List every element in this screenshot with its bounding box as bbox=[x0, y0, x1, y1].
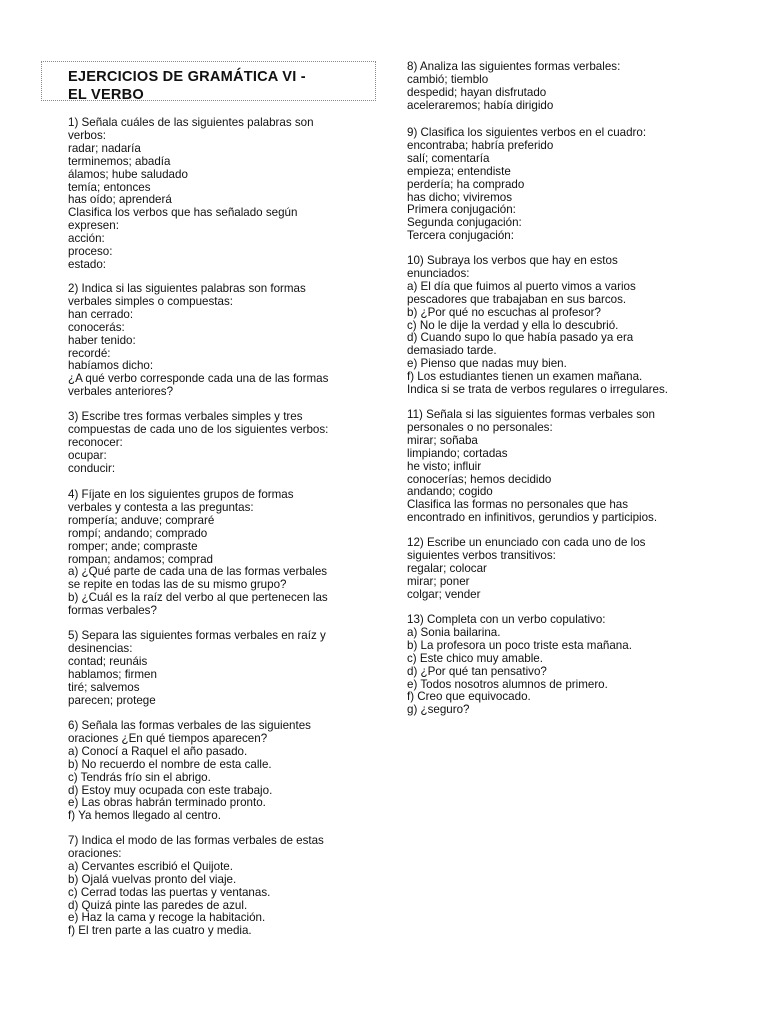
exercise-line: verbales y contesta a las preguntas: bbox=[68, 500, 254, 514]
exercise-heading: 7) Indica el modo de las formas verbales de estas bbox=[68, 834, 324, 847]
exercise-line: limpiando; cortadas bbox=[407, 446, 508, 460]
exercise-13 bbox=[407, 614, 707, 717]
exercise-line: estado: bbox=[68, 257, 107, 271]
exercise-line: temía; entonces bbox=[68, 180, 151, 194]
exercise-line: f) El tren parte a las cuatro y media. bbox=[68, 924, 252, 938]
exercise-line: cambió; tiemblo bbox=[407, 72, 489, 86]
exercise-line: rompan; andamos; comprad bbox=[68, 552, 213, 566]
exercise-line: d) Quizá pinte las paredes de azul. bbox=[68, 898, 248, 912]
exercise-line: e) Todos nosotros alumnos de primero. bbox=[407, 677, 608, 691]
exercise-line: ocupar: bbox=[68, 448, 107, 462]
exercise-line: c) Cerrad todas las puertas y ventanas. bbox=[68, 885, 271, 899]
exercise-line: tiré; salvemos bbox=[68, 680, 140, 694]
exercise-line: encontrado en infinitivos, gerundios y participios. bbox=[407, 511, 658, 525]
exercise-line: oraciones ¿En qué tiempos aparecen? bbox=[68, 731, 268, 745]
exercise-line: e) Las obras habrán terminado pronto. bbox=[68, 796, 266, 810]
exercise-line: verbales anteriores? bbox=[68, 385, 174, 399]
exercise-line: Clasifica los verbos que has señalado según bbox=[68, 206, 298, 220]
exercise-line: c) No le dije la verdad y ella lo descubrió. bbox=[407, 318, 619, 332]
exercise-line: d) ¿Por qué tan pensativo? bbox=[407, 664, 547, 678]
exercise-line: formas verbales? bbox=[68, 604, 157, 618]
exercise-line: c) Este chico muy amable. bbox=[407, 651, 543, 665]
exercise-line: c) Tendrás frío sin el abrigo. bbox=[68, 770, 211, 784]
exercise-line: e) Pienso que nadas muy bien. bbox=[407, 357, 567, 371]
exercise-line: desinencias: bbox=[68, 641, 133, 655]
exercise-line: habíamos dicho: bbox=[68, 359, 154, 373]
exercise-9 bbox=[407, 127, 707, 243]
exercise-line: demasiado tarde. bbox=[407, 344, 497, 358]
exercise-line: acción: bbox=[68, 232, 105, 246]
exercise-heading: 6) Señala las formas verbales de las siguientes bbox=[68, 719, 311, 732]
exercise-line: conocerás: bbox=[68, 320, 125, 334]
exercise-line: g) ¿seguro? bbox=[407, 703, 470, 717]
exercise-line: pescadores que trabajaban en sus barcos. bbox=[407, 292, 627, 306]
document-title-line-1: EJERCICIOS DE GRAMÁTICA VI - bbox=[68, 69, 306, 85]
exercise-line: haber tenido: bbox=[68, 333, 136, 347]
exercise-line: a) ¿Qué parte de cada una de las formas verbales bbox=[68, 565, 328, 579]
exercise-7 bbox=[68, 835, 368, 938]
exercise-line: f) Los estudiantes tienen un examen mañana. bbox=[407, 370, 643, 384]
exercise-heading: 2) Indica si las siguientes palabras son formas bbox=[68, 282, 306, 295]
exercise-line: perdería; ha comprado bbox=[407, 177, 525, 191]
exercise-line: mirar; soñaba bbox=[407, 433, 478, 447]
exercise-line: Primera conjugación: bbox=[407, 203, 516, 217]
exercise-line: contad; reunáis bbox=[68, 654, 148, 668]
exercise-line: terminemos; abadía bbox=[68, 154, 171, 168]
exercise-10 bbox=[407, 255, 707, 397]
exercise-heading: 9) Clasifica los siguientes verbos en el cuadro: bbox=[407, 126, 647, 139]
exercise-line: se repite en todas las de su mismo grupo? bbox=[68, 578, 287, 592]
exercise-line: colgar; vender bbox=[407, 587, 481, 601]
exercise-line: b) ¿Por qué no escuchas al profesor? bbox=[407, 305, 601, 319]
exercise-12 bbox=[407, 537, 707, 602]
exercise-line: a) Cervantes escribió el Quijote. bbox=[68, 859, 233, 873]
exercise-line: aceleraremos; había dirigido bbox=[407, 98, 554, 112]
exercise-line: expresen: bbox=[68, 219, 119, 233]
exercise-line: f) Creo que equivocado. bbox=[407, 690, 531, 704]
exercise-line: ¿A qué verbo corresponde cada una de las formas bbox=[68, 372, 329, 386]
exercise-line: mirar; poner bbox=[407, 574, 470, 588]
exercise-2 bbox=[68, 283, 368, 399]
exercise-6 bbox=[68, 720, 368, 823]
exercise-line: parecen; protege bbox=[68, 693, 156, 707]
exercise-line: f) Ya hemos llegado al centro. bbox=[68, 809, 221, 823]
exercise-line: radar; nadaría bbox=[68, 141, 141, 155]
exercise-line: enunciados: bbox=[407, 266, 470, 280]
exercise-heading: 1) Señala cuáles de las siguientes palabras son bbox=[68, 116, 314, 129]
exercise-line: a) Conocí a Raquel el año pasado. bbox=[68, 744, 248, 758]
exercise-line: b) No recuerdo el nombre de esta calle. bbox=[68, 757, 272, 771]
exercise-line: reconocer: bbox=[68, 435, 123, 449]
exercise-11 bbox=[407, 409, 707, 525]
exercise-4 bbox=[68, 489, 368, 618]
exercise-line: han cerrado: bbox=[68, 307, 134, 321]
exercise-line: recordé: bbox=[68, 346, 111, 360]
exercise-line: e) Haz la cama y recoge la habitación. bbox=[68, 911, 266, 925]
exercise-heading: 5) Separa las siguientes formas verbales en raíz y bbox=[68, 629, 326, 642]
exercise-line: verbos: bbox=[68, 128, 107, 142]
exercise-line: andando; cogido bbox=[407, 485, 493, 499]
exercise-heading: 3) Escribe tres formas verbales simples y tres bbox=[68, 410, 303, 423]
exercise-line: personales o no personales: bbox=[407, 420, 553, 434]
exercise-heading: 10) Subraya los verbos que hay en estos bbox=[407, 254, 618, 267]
exercise-heading: 12) Escribe un enunciado con cada uno de los bbox=[407, 536, 646, 549]
exercise-5 bbox=[68, 630, 368, 707]
exercise-heading: 8) Analiza las siguientes formas verbales: bbox=[407, 60, 621, 73]
exercise-heading: 13) Completa con un verbo copulativo: bbox=[407, 613, 606, 626]
exercise-line: rompí; andando; comprado bbox=[68, 526, 208, 540]
exercise-line: proceso: bbox=[68, 245, 113, 259]
exercise-line: rompería; anduve; compraré bbox=[68, 513, 215, 527]
exercise-line: conducir: bbox=[68, 461, 116, 475]
exercise-line: d) Cuando supo lo que había pasado ya era bbox=[407, 331, 634, 345]
exercise-3 bbox=[68, 411, 368, 476]
exercise-line: b) ¿Cuál es la raíz del verbo al que pertenecen las bbox=[68, 591, 328, 605]
exercise-line: conocerías; hemos decidido bbox=[407, 472, 552, 486]
exercise-line: despedid; hayan disfrutado bbox=[407, 85, 547, 99]
exercise-line: hablamos; firmen bbox=[68, 667, 157, 681]
exercise-line: álamos; hube saludado bbox=[68, 167, 188, 181]
exercise-line: Segunda conjugación: bbox=[407, 216, 522, 230]
exercise-line: a) Sonia bailarina. bbox=[407, 625, 501, 639]
exercise-line: salí; comentaría bbox=[407, 151, 490, 165]
title-box bbox=[41, 61, 376, 101]
exercise-line: oraciones: bbox=[68, 846, 122, 860]
exercise-line: romper; ande; compraste bbox=[68, 539, 198, 553]
exercise-line: b) La profesora un poco triste esta mañana. bbox=[407, 638, 632, 652]
exercise-line: Tercera conjugación: bbox=[407, 229, 514, 243]
exercise-1 bbox=[68, 117, 368, 272]
exercise-8 bbox=[407, 61, 707, 113]
exercise-line: encontraba; habría preferido bbox=[407, 138, 554, 152]
exercise-line: Clasifica las formas no personales que has bbox=[407, 498, 629, 512]
exercise-line: d) Estoy muy ocupada con este trabajo. bbox=[68, 783, 273, 797]
document-title-line-2: EL VERBO bbox=[68, 87, 144, 103]
exercise-line: b) Ojalá vuelvas pronto del viaje. bbox=[68, 872, 237, 886]
exercise-line: regalar; colocar bbox=[407, 561, 487, 575]
exercise-heading: 11) Señala si las siguientes formas verbales son bbox=[407, 408, 655, 421]
exercise-line: compuestas de cada uno de los siguientes verbos: bbox=[68, 422, 329, 436]
exercise-line: empieza; entendiste bbox=[407, 164, 511, 178]
exercise-line: has dicho; viviremos bbox=[407, 190, 513, 204]
exercise-line: verbales simples o compuestas: bbox=[68, 294, 233, 308]
exercise-line: a) El día que fuimos al puerto vimos a varios bbox=[407, 279, 636, 293]
exercise-line: siguientes verbos transitivos: bbox=[407, 548, 556, 562]
exercise-line: Indica si se trata de verbos regulares o irregulares. bbox=[407, 383, 668, 397]
exercise-line: has oído; aprenderá bbox=[68, 193, 172, 207]
exercise-heading: 4) Fíjate en los siguientes grupos de formas bbox=[68, 488, 294, 501]
exercise-line: he visto; influir bbox=[407, 459, 482, 473]
